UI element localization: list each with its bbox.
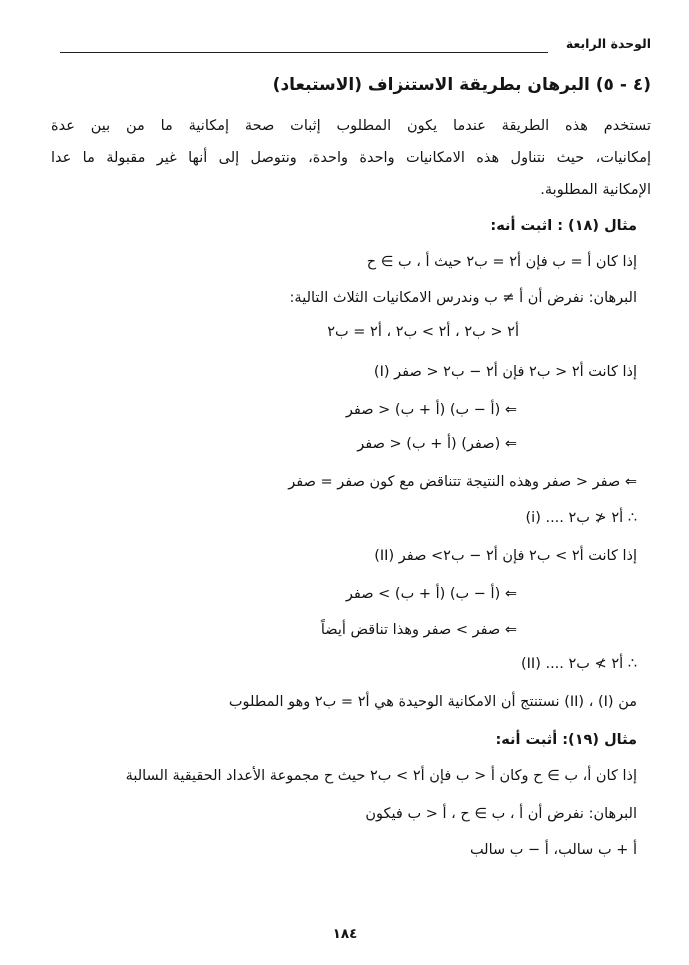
running-header: الوحدة الرابعة <box>565 36 651 51</box>
example-19-heading: مثال (١٩): أثبت أنه: <box>495 732 637 748</box>
case-2-line-3: ⇐ صفر > صفر وهذا تناقض أيضاً <box>320 622 517 638</box>
case-1-line-3: ⇐ (صفر) (أ + ب) < صفر <box>357 436 517 452</box>
case-1-line-1: (I) إذا كانت أ٢ < ب٢ فإن أ٢ − ب٢ < صفر <box>373 364 637 380</box>
case-2-conclusion: ∴ أ٢ ≯ ب٢ .... (II) <box>520 656 637 672</box>
example-18-proof-intro: البرهان: نفرض أن أ ≠ ب وندرس الامكانيات الثلاث التالية: <box>289 290 637 306</box>
case-2-line-2: ⇐ (أ − ب) (أ + ب) > صفر <box>345 586 517 602</box>
case-1-line-4: ⇐ صفر < صفر وهذه النتيجة تتناقض مع كون صفر = صفر <box>288 474 637 490</box>
header-rule <box>60 52 548 53</box>
example-18-conclusion: من (I) ، (II) نستنتج أن الامكانية الوحيدة هي أ٢ = ب٢ وهو المطلوب <box>228 694 637 710</box>
example-19-statement: إذا كان أ، ب ∋ ح وكان أ < ب فإن أ٢ > ب٢ حيث ح مجموعة الأعداد الحقيقية السالبة <box>125 768 637 784</box>
intro-line-1: تستخدم هذه الطريقة عندما يكون المطلوب إثبات صحة إمكانية ما من بين عدة <box>51 118 651 134</box>
example-18-cases: أ٢ < ب٢ ، أ٢ > ب٢ ، أ٢ = ب٢ <box>327 324 519 340</box>
section-title: (٤ - ٥) البرهان بطريقة الاستنزاف (الاستبعاد) <box>272 75 651 95</box>
case-2-line-1: (II) إذا كانت أ٢ > ب٢ فإن أ٢ − ب٢> صفر <box>374 548 637 564</box>
page-number: ١٨٤ <box>332 926 358 942</box>
case-1-line-2: ⇐ (أ − ب) (أ + ب) < صفر <box>345 402 517 418</box>
case-1-conclusion: ∴ أ٢ ≮ ب٢ .... (i) <box>525 510 637 526</box>
example-19-line: أ + ب سالب، أ − ب سالب <box>469 842 637 858</box>
example-18-statement: إذا كان أ = ب فإن أ٢ = ب٢ حيث أ ، ب ∋ ح <box>366 254 637 270</box>
intro-line-3: الإمكانية المطلوبة. <box>540 182 651 198</box>
intro-line-2: إمكانيات، حيث نتناول هذه الامكانيات واحدة واحدة، ونتوصل إلى أنها غير مقبولة ما عدا <box>51 150 651 166</box>
example-19-proof-intro: البرهان: نفرض أن أ ، ب ∋ ح ، أ < ب فيكون <box>365 806 637 822</box>
example-18-heading: مثال (١٨) : اثبت أنه: <box>490 218 637 234</box>
